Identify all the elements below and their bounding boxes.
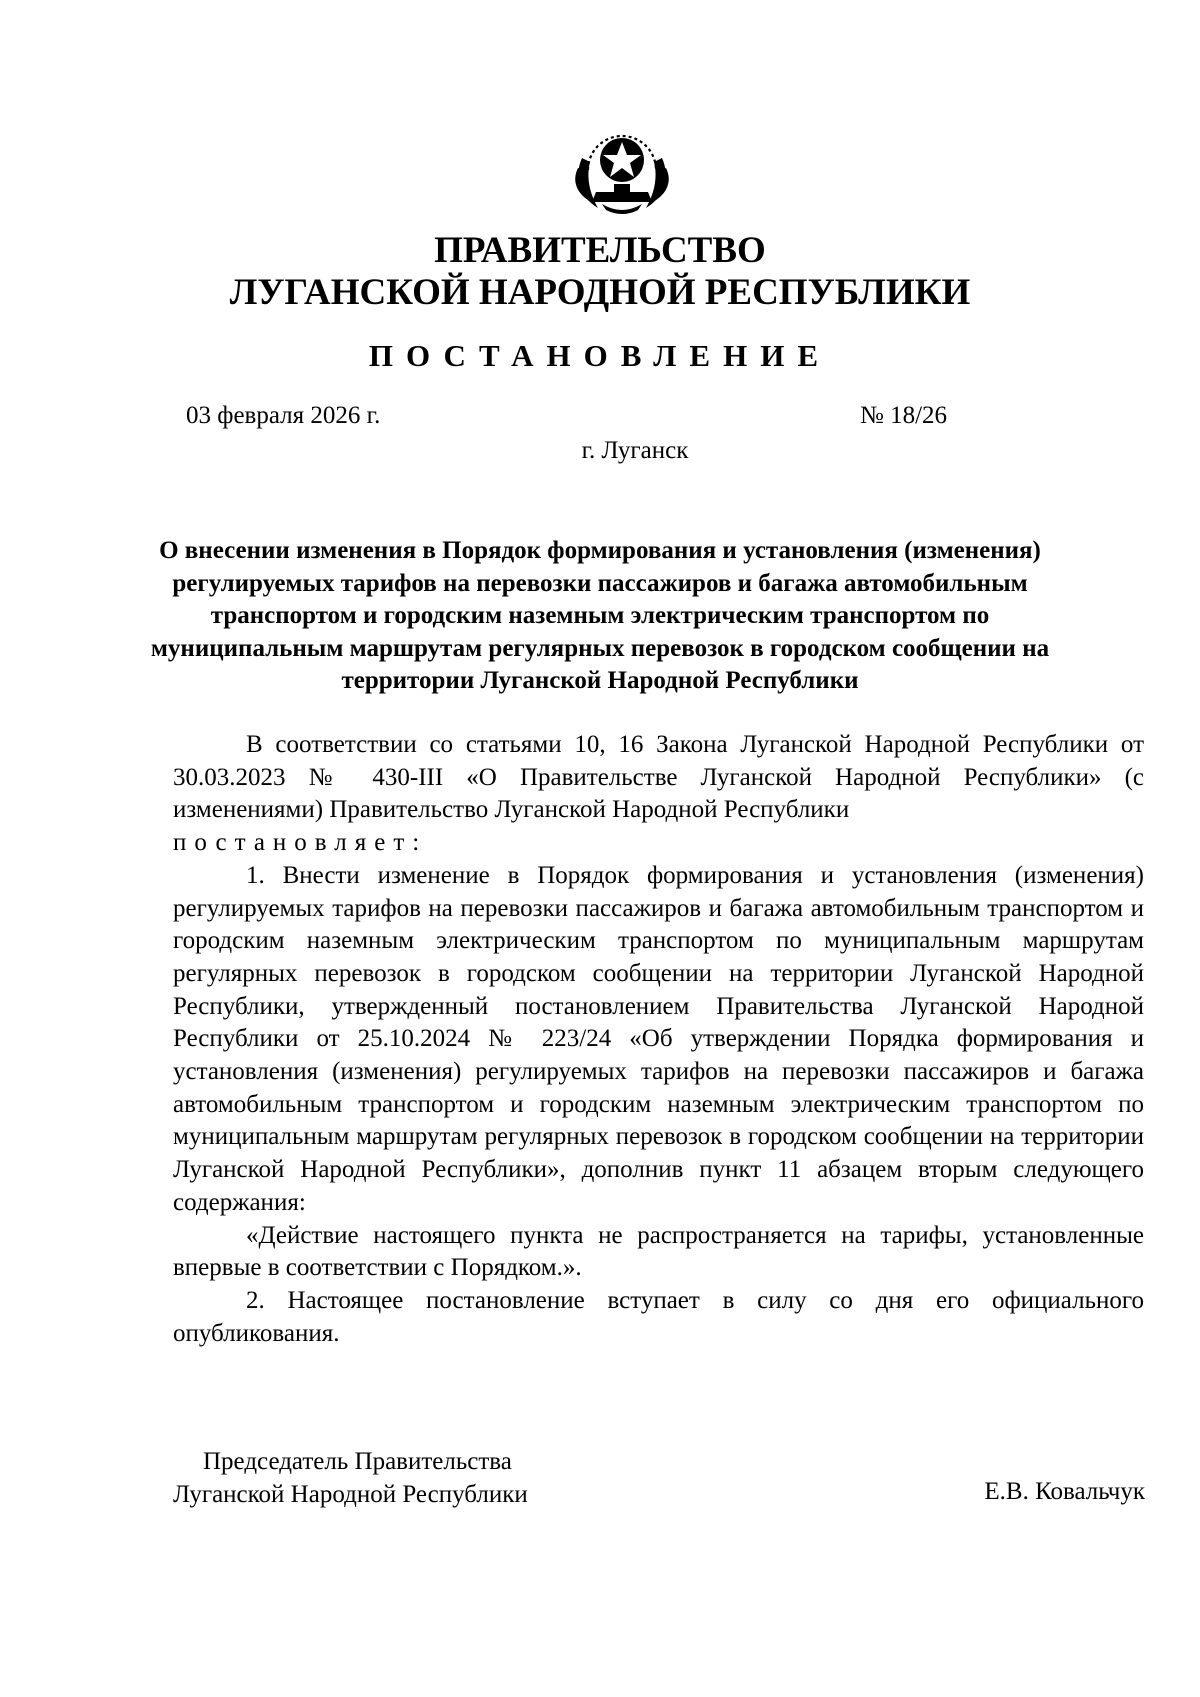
quote-paragraph: «Действие настоящего пункта не распространяется на тарифы, установленные впервые в соответствии с Порядком.». [173,1221,1144,1282]
preamble-paragraph: В соответствии со статьями 10, 16 Закона Луганской Народной Республики от 30.03.2023 № 430-III «О Правительстве Луганской Народной Республики» (с изменениями) Правительство Луганской Народной Республики [173,731,1144,824]
document-number: № 18/26 [860,402,948,429]
item-1-paragraph: 1. Внести изменение в Порядок формирования и установления (изменения) регулируемых тарифов на перевозки пассажиров и багажа автомобильным транспортом и городским наземным электрическим транспортом по муниципальным маршрутам регулярных перевозок в городском сообщении на территории Луганской Народной Республики, утвержденный постановлением Правительства Луганской Народной Республики от 25.10.2024 № 223/24 «Об утверждении Порядка формирования и установления (изменения) регулируемых тарифов на перевозки пассажиров и багажа автомобильным транспортом и городским наземным электрическим транспортом по муниципальным маршрутам регулярных перевозок в городском сообщении на территории Луганской Народной Республики», дополнив пункт 11 абзацем вторым следующего содержания: [173,861,1144,1216]
signature-title [173,1445,528,1511]
decree-word: постановляет: [173,829,428,857]
document-city: г. Луганск [581,437,689,464]
document-subject: О внесении изменения в Порядок формирования и установления (изменения) регулируемых тарифов на перевозки пассажиров и багажа автомобильным транспортом и городским наземным электрическим транспортом по муниципальным маршрутам регулярных перевозок в городском сообщении на территории Луганской Народной Республики [150,537,1050,695]
item-2-paragraph: 2. Настоящее постановление вступает в силу со дня его официального опубликования. [173,1286,1144,1347]
document-type: ПОСТАНОВЛЕНИЕ [368,338,832,373]
signature-title-line1: Председатель Правительства [203,1448,512,1475]
government-title-line1: ПРАВИТЕЛЬСТВО [434,230,766,271]
state-emblem-icon [568,118,676,218]
signature-title-line2: Луганской Народной Республики [173,1481,528,1508]
document-body [173,729,1144,1350]
signature-name: Е.В. Ковальчук [984,1478,1145,1505]
document-date: 03 февраля 2026 г. [186,402,381,429]
government-title-line2: ЛУГАНСКОЙ НАРОДНОЙ РЕСПУБЛИКИ [229,272,971,313]
